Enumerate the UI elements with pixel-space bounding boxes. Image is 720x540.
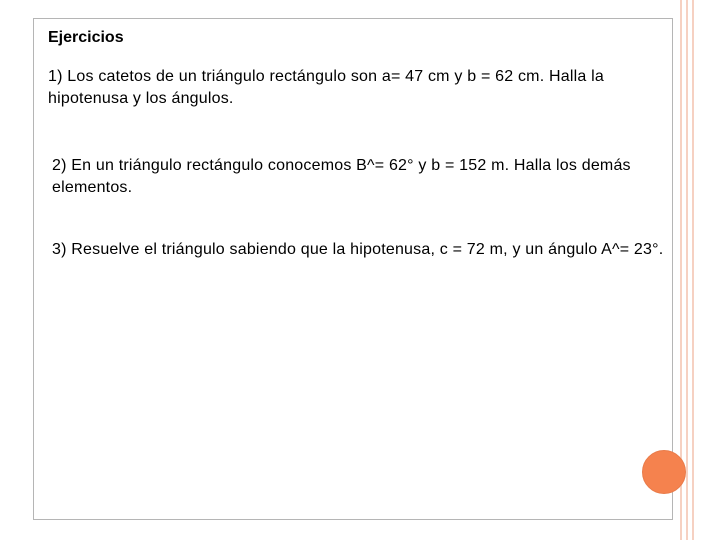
- decorative-side-rails: [680, 0, 720, 540]
- exercise-2-text: 2) En un triángulo rectángulo conocemos B^= 62° y b = 152 m. Halla los demás elementos.: [52, 157, 631, 196]
- exercise-1-text: 1) Los catetos de un triángulo rectángulo son a= 47 cm y b = 62 cm. Halla la hipotenusa y los ángulos.: [48, 68, 604, 107]
- decorative-circle: [642, 450, 686, 494]
- rail-line: [686, 0, 688, 540]
- slide-content-frame: [33, 18, 673, 520]
- exercise-3-text: 3) Resuelve el triángulo sabiendo que la hipotenusa, c = 72 m, y un ángulo A^= 23°.: [52, 241, 664, 258]
- slide-heading: Ejercicios: [48, 29, 124, 46]
- rail-line: [692, 0, 694, 540]
